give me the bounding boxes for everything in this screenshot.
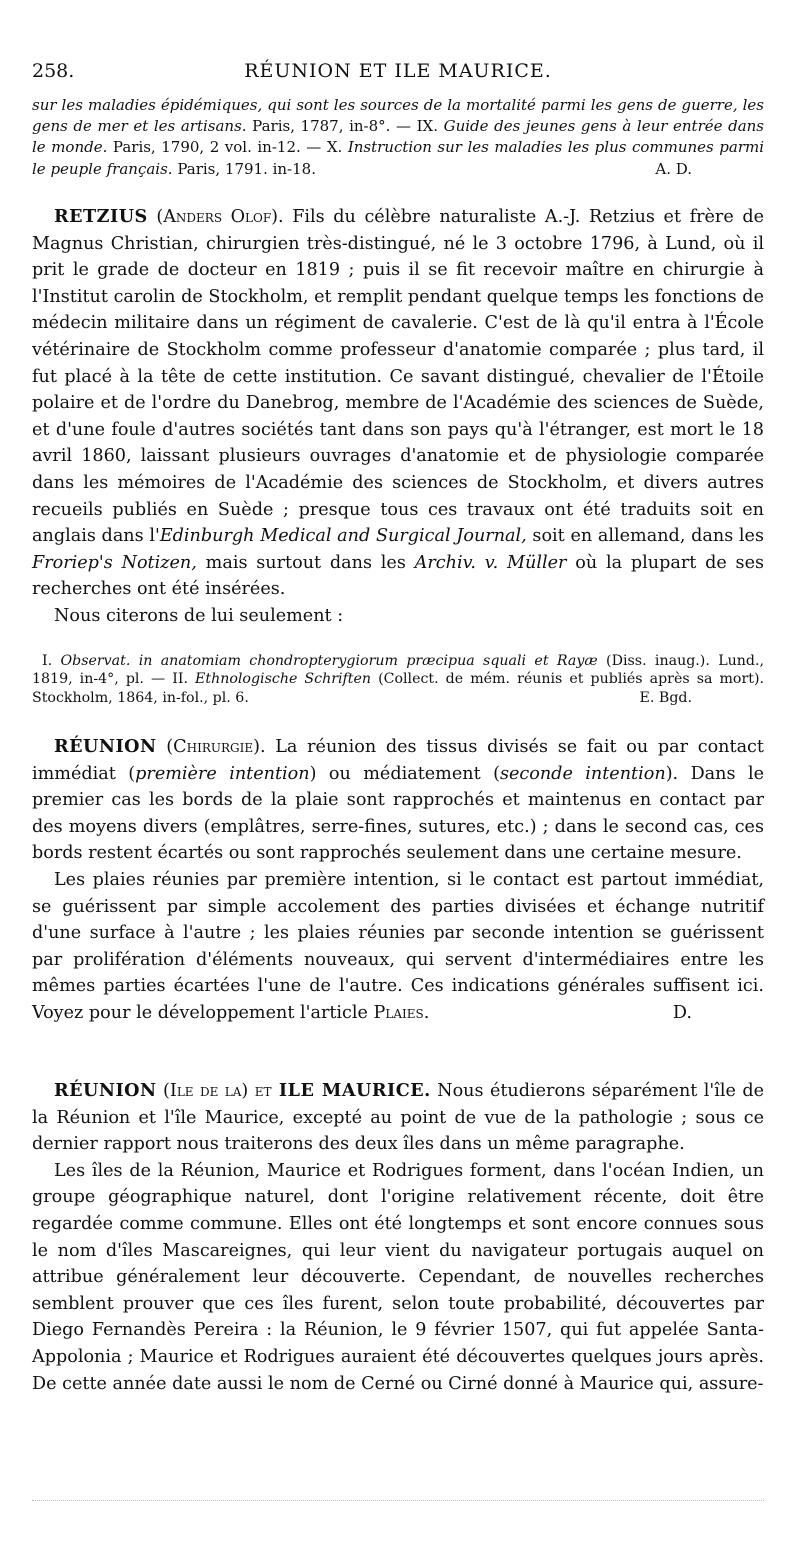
reunion-ile-text-1: Nous étudierons séparément l'île de la Réunion et l'île Maurice, excepté au point de vue de la pathologie ; sous ce dernier rapport nous traiterons des deux îles dans un même paragraphe.: [32, 1081, 764, 1155]
reunion-chirurgie-entry: [32, 734, 764, 1027]
reunion-chir-subtitle: (Chirurgie).: [156, 737, 276, 757]
intro-signature: A. D.: [655, 159, 692, 178]
retzius-subtitle: (Anders Olof).: [147, 207, 293, 227]
retzius-ref-italic-2: Ethnologische Schriften: [195, 671, 372, 688]
retzius-headword: RETZIUS: [54, 206, 148, 227]
intro-text-2: Paris, 1790, 2 vol. in-12. — X.: [107, 138, 348, 157]
retzius-entry: [32, 204, 764, 630]
intro-text-1: Paris, 1787, in-8°. — IX.: [246, 117, 444, 136]
reunion-ile-et: et: [254, 1081, 272, 1101]
retzius-ref-1: I.: [42, 653, 61, 669]
retzius-journal: Edinburgh Medical and Surgical Journal,: [159, 526, 527, 547]
reunion-ile-subtitle: (Ile de la): [156, 1081, 255, 1101]
page-number: 258.: [32, 60, 75, 82]
retzius-archiv: Archiv. v. Müller: [414, 552, 567, 573]
intro-text-3: Paris, 1791. in-18.: [172, 159, 316, 178]
reunion-ile-paragraph-2: Les îles de la Réunion, Maurice et Rodrigues forment, dans l'océan Indien, un groupe géographique naturel, dont l'origine relativement récente, doit être regardée comme commune. Elles ont été longtemps et sont encore connues sous le nom d'îles Mascareignes, qui leur vient du navigateur portugais auquel on attribue généralement leur découverte. Cependant, de nouvelles recherches semblent prouver que ces îles furent, selon toute probabilité, découvertes par Diego Fernandès Pereira : la Réunion, le 9 février 1507, qui fut appelée Santa-Appolonia ; Maurice et Rodrigues auraient été découvertes quelques jours après. De cette année date aussi le nom de Cerné ou Cirné donné à Maurice qui, assure-: [32, 1160, 764, 1394]
reunion-chir-plaies: Plaies.: [373, 1002, 430, 1023]
running-title: RÉUNION ET ILE MAURICE.: [244, 60, 552, 82]
reunion-ile-headword: RÉUNION: [54, 1080, 157, 1101]
intro-italic-2: Guide des jeunes gens à leur entrée dans le monde.: [32, 117, 764, 157]
retzius-froriep: Froriep's Notizen,: [32, 552, 197, 573]
reunion-chir-signature: D.: [672, 1002, 692, 1023]
retzius-text-3: mais surtout dans les: [196, 552, 415, 573]
reunion-chir-headword: RÉUNION: [54, 736, 157, 757]
reunion-chir-paragraph-2: Les plaies réunies par première intention, si le contact est partout immédiat, se guérissent par simple accolement des parties divisées et échange nutritif d'une surface à l'autre ; les plaies réunies par seconde intention se guérissent par prolifération d'éléments nouveaux, qui servent d'intermédiaires entre les mêmes parties écartées l'une de l'autre. Ces indications générales suffisent ici. Voyez pour le développement l'article: [32, 869, 764, 1023]
bottom-bleed-through: [32, 1500, 764, 1502]
reunion-chir-italic-1: première intention: [135, 763, 310, 784]
reunion-ile-maurice-entry: [32, 1078, 764, 1397]
intro-italic-3: Instruction sur les maladies les plus communes parmi le peuple français.: [32, 138, 765, 178]
reunion-chir-text-3: ). Dans le premier cas les bords de la plaie sont rapprochés et maintenus en contact par des moyens divers (emplâtres, serre-fines, sutures, etc.) ; dans le second cas, ces bords restent écartés ou sont rapprochés seulement dans une certaine mesure.: [32, 763, 764, 864]
reunion-chir-text-2: ) ou médiatement (: [309, 763, 500, 784]
retzius-text-1: Fils du célèbre naturaliste A.-J. Retzius et frère de Magnus Christian, chirurgien très-distingué, né le 3 octobre 1796, à Lund, où il prit le grade de docteur en 1819 ; puis il se fit recevoir maître en chirurgie à l'Institut carolin de Stockholm, et remplit pendant quelque temps les fonctions de médecin militaire dans un régiment de cavalerie. C'est de là qu'il entra à l'École vétérinaire de Stockholm comme professeur d'anatomie comparée ; plus tard, il fut placé à la tête de cette institution. Ce savant distingué, chevalier de l'Étoile polaire et de l'ordre du Danebrog, membre de l'Académie des sciences de Suède, et d'une foule d'autres sociétés tant dans son pays qu'à l'étranger, est mort le 18 avril 1860, laissant plusieurs ouvrages d'anatomie et de physiologie comparée dans les mémoires de l'Académie des sciences de Stockholm, et divers autres recueils publiés en Suède ; presque tous ces travaux ont été traduits soit en anglais dans l': [32, 207, 764, 547]
retzius-signature: E. Bgd.: [639, 689, 692, 706]
reunion-chir-text-1: La réunion des tissus divisés se fait ou par contact immédiat (: [32, 737, 764, 784]
retzius-text-4: où la plupart de ses recherches ont été insérées.: [32, 552, 765, 600]
reunion-chir-italic-2: seconde intention: [499, 763, 666, 784]
retzius-ref-2: (Diss. inaug.). Lund., 1819, in-4°, pl. — II.: [32, 653, 764, 688]
retzius-ref-italic-1: Observat. in anatomiam chondropterygiorum præcipua squali et Rayæ: [60, 653, 598, 669]
retzius-lead: Nous citerons de lui seulement :: [54, 605, 344, 626]
page-header: [32, 60, 764, 88]
retzius-bibliography: [32, 652, 764, 707]
retzius-text-2: soit en allemand, dans les: [526, 526, 764, 547]
intro-reference-paragraph: [32, 95, 764, 180]
retzius-ref-3: (Collect. de mém. réunis et publiés après sa mort). Stockholm, 1864, in-fol., pl. 6.: [32, 671, 765, 706]
ile-maurice-headword: ILE MAURICE.: [271, 1080, 431, 1101]
intro-italic-1: sur les maladies épidémiques, qui sont les sources de la mortalité parmi les gens de guerre, les gens de mer et les artisans.: [32, 96, 764, 136]
